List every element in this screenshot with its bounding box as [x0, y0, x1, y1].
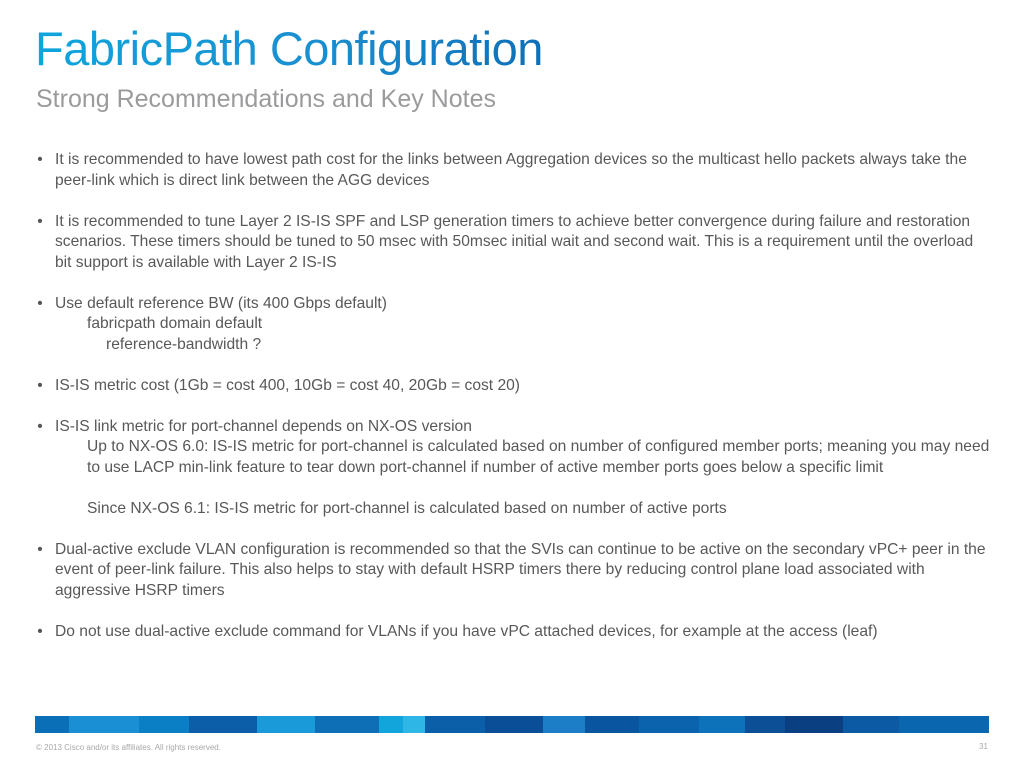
bullet-item	[33, 150, 993, 191]
bullet-item	[33, 212, 993, 274]
slide-subtitle: Strong Recommendations and Key Notes	[36, 85, 496, 113]
stripe-segment	[403, 716, 425, 733]
bullet-item	[33, 540, 993, 602]
bullet-marker: •	[37, 540, 43, 558]
stripe-segment	[745, 716, 785, 733]
bullet-item	[33, 622, 993, 643]
bullet-marker: •	[37, 294, 43, 312]
bullet-text: IS-IS metric cost (1Gb = cost 400, 10Gb = cost 40, 20Gb = cost 20)	[55, 376, 521, 394]
stripe-segment	[785, 716, 843, 733]
sub-bullet-text: Up to NX-OS 6.0: IS-IS metric for port-channel is calculated based on number of configured member ports; meaning you may need to use LACP min-link feature to tear down port-channel if number of active member ports goes below a specific limit	[87, 438, 990, 476]
stripe-segment	[485, 716, 543, 733]
stripe-segment	[425, 716, 485, 733]
stripe-segment	[257, 716, 315, 733]
bullet-marker: •	[37, 417, 43, 435]
stripe-segment	[189, 716, 257, 733]
stripe-segment	[543, 716, 585, 733]
bullet-text: It is recommended to have lowest path cost for the links between Aggregation devices so the multicast hello packets always take the peer-link which is direct link between the AGG devices	[55, 151, 967, 189]
stripe-segment	[585, 716, 639, 733]
stripe-segment	[699, 716, 745, 733]
stripe-segment	[899, 716, 989, 733]
sub-bullet-text: fabricpath domain default	[87, 315, 263, 332]
sub-bullet-text: Since NX-OS 6.1: IS-IS metric for port-channel is calculated based on number of active ports	[87, 499, 727, 517]
bullet-marker: •	[37, 212, 43, 230]
bullet-item	[33, 376, 993, 397]
bullet-marker: •	[37, 151, 43, 168]
spacer	[55, 478, 993, 499]
bullet-text: Dual-active exclude VLAN configuration is recommended so that the SVIs can continue to be active on the secondary vPC+ peer in the event of peer-link failure. This also helps to stay with default HSRP timers there by reducing control plane load associated with aggressive HSRP timers	[55, 540, 986, 599]
bullet-marker: •	[37, 622, 43, 640]
bullet-text: Use default reference BW (its 400 Gbps default)	[55, 294, 387, 312]
slide-title: FabricPath Configuration	[35, 20, 543, 78]
stripe-segment	[315, 716, 379, 733]
bullet-item	[33, 417, 993, 520]
stripe-segment	[35, 716, 69, 733]
page-number: 31	[979, 742, 988, 751]
stripe-segment	[379, 716, 403, 733]
footer-color-stripe	[35, 716, 989, 733]
bullet-item	[33, 294, 993, 356]
copyright-notice: © 2013 Cisco and/or its affiliates. All rights reserved.	[36, 743, 221, 752]
sub-sub-bullet-text: reference-bandwidth ?	[106, 335, 262, 353]
bullet-list	[33, 150, 993, 663]
stripe-segment	[639, 716, 699, 733]
bullet-text: Do not use dual-active exclude command for VLANs if you have vPC attached devices, for example at the access (leaf)	[55, 622, 878, 640]
bullet-marker: •	[37, 376, 43, 394]
stripe-segment	[843, 716, 899, 733]
bullet-text: It is recommended to tune Layer 2 IS-IS SPF and LSP generation timers to achieve better convergence during failure and restoration scenarios. These timers should be tuned to 50 msec with 50msec initial wait and second wait. This is a requirement until the overload bit support is available with Layer 2 IS-IS	[55, 212, 974, 271]
bullet-text: IS-IS link metric for port-channel depends on NX-OS version	[55, 417, 472, 435]
stripe-segment	[69, 716, 139, 733]
stripe-segment	[139, 716, 189, 733]
